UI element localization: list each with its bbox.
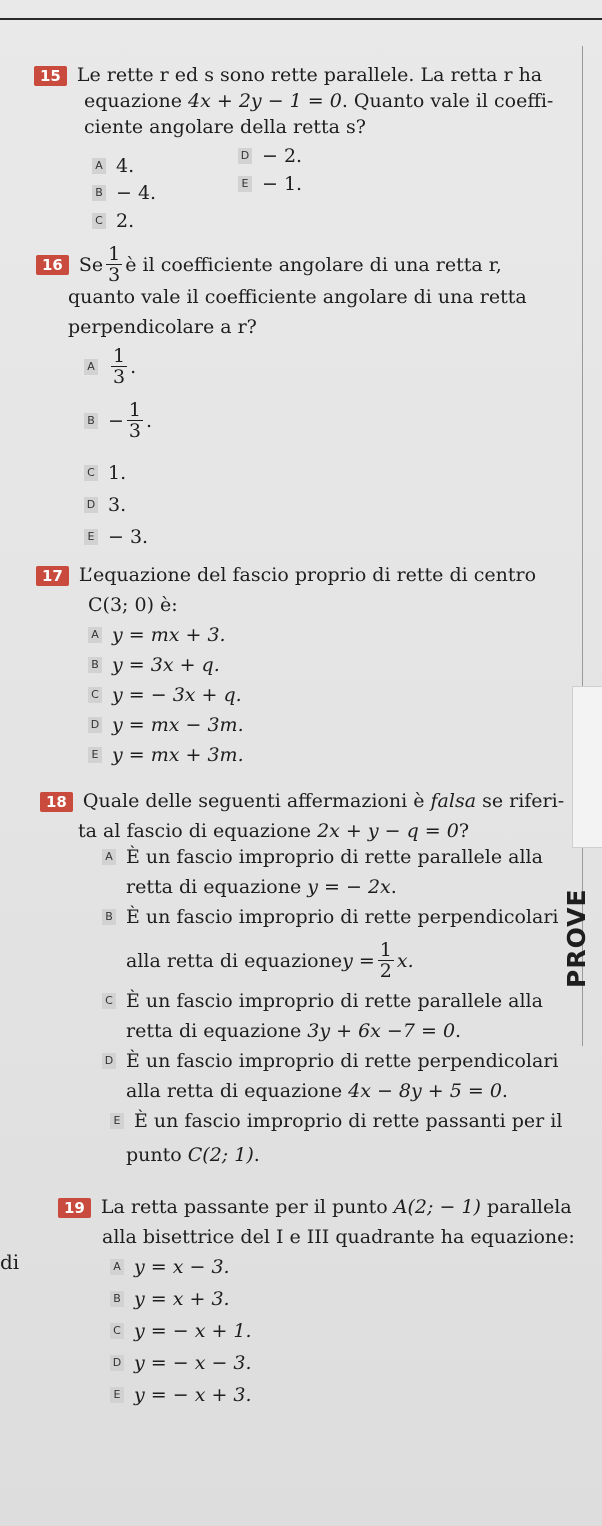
q18-option-a-line2: retta di equazione y = − 2x. [126,876,397,898]
side-label: PROVE [562,888,591,988]
q16-option-c[interactable]: C 1. [84,462,126,484]
q16-line2: quanto vale il coefficiente angolare di una retta [68,286,527,308]
q15-line2: equazione 4x + 2y − 1 = 0. Quanto vale il coeffi- [84,90,554,112]
q15-number: 15 [34,66,67,86]
q18-number: 18 [40,792,73,812]
q16-option-e[interactable]: E − 3. [84,526,148,548]
q15-option-d[interactable]: D − 2. [238,145,302,167]
q16-line3: perpendicolare a r? [68,316,257,338]
side-tab [572,686,602,848]
q17-line2: C(3; 0) è: [88,594,178,616]
q18-line1: 18 Quale delle seguenti affermazioni è falsa se riferi- [40,790,564,812]
q16-line1: 16 Se $\frac{1}{3}$ è il coefficiente angolare di una retta r, [36,244,502,285]
top-rule [0,18,602,20]
q16-option-a[interactable]: A $\frac{1}{3}$ . [84,346,136,387]
q17-number: 17 [36,566,69,586]
q19-option-b[interactable]: B y = x + 3. [110,1288,230,1310]
q16-number: 16 [36,255,69,275]
q17-line1: 17 L’equazione del fascio proprio di rette di centro [36,564,536,586]
q19-line2: alla bisettrice del I e III quadrante ha equazione: [102,1226,575,1248]
q17-option-d[interactable]: D y = mx − 3m. [88,714,244,736]
q18-option-c[interactable]: C È un fascio improprio di rette parallele alla [102,990,543,1012]
q15-option-b[interactable]: B − 4. [92,182,156,204]
q15-line3: ciente angolare della retta s? [84,116,366,138]
q18-option-b-line2: alla retta di equazione y = $\frac{1}{2}$ x. [126,939,414,982]
q19-option-e[interactable]: E y = − x + 3. [110,1384,252,1406]
q19-option-a[interactable]: A y = x − 3. [110,1256,230,1278]
q15-option-c[interactable]: C 2. [92,210,134,232]
q18-option-d-line2: alla retta di equazione 4x − 8y + 5 = 0. [126,1080,508,1102]
q19-option-d[interactable]: D y = − x − 3. [110,1352,252,1374]
q16-fraction: $\frac{1}{3}$ [108,243,121,286]
q18-option-e-line2: punto C(2; 1). [126,1144,260,1166]
q16-option-d[interactable]: D 3. [84,494,126,516]
q17-option-e[interactable]: E y = mx + 3m. [88,744,244,766]
q19-option-c[interactable]: C y = − x + 1. [110,1320,252,1342]
q18-option-c-line2: retta di equazione 3y + 6x −7 = 0. [126,1020,462,1042]
q18-option-b[interactable]: B È un fascio improprio di rette perpendicolari [102,906,558,928]
q18-option-d[interactable]: D È un fascio improprio di rette perpendicolari [102,1050,558,1072]
q15-option-e[interactable]: E − 1. [238,173,302,195]
q17-option-a[interactable]: A y = mx + 3. [88,624,226,646]
q17-option-c[interactable]: C y = − 3x + q. [88,684,242,706]
q18-option-a[interactable]: A È un fascio improprio di rette parallele alla [102,846,543,868]
q18-line2: ta al fascio di equazione 2x + y − q = 0? [78,820,470,842]
q15-option-a[interactable]: A 4. [92,155,134,177]
q18-option-e[interactable]: E È un fascio improprio di rette passanti per il [110,1110,562,1132]
q17-option-b[interactable]: B y = 3x + q. [88,654,220,676]
q19-number: 19 [58,1198,91,1218]
q15-line1: 15 Le rette r ed s sono rette parallele. La retta r ha [34,64,542,86]
margin-fragment: di [0,1250,20,1274]
q19-line1: 19 La retta passante per il punto A(2; − 1) parallela [58,1196,572,1218]
q16-option-b[interactable]: B − $\frac{1}{3}$ . [84,400,152,441]
